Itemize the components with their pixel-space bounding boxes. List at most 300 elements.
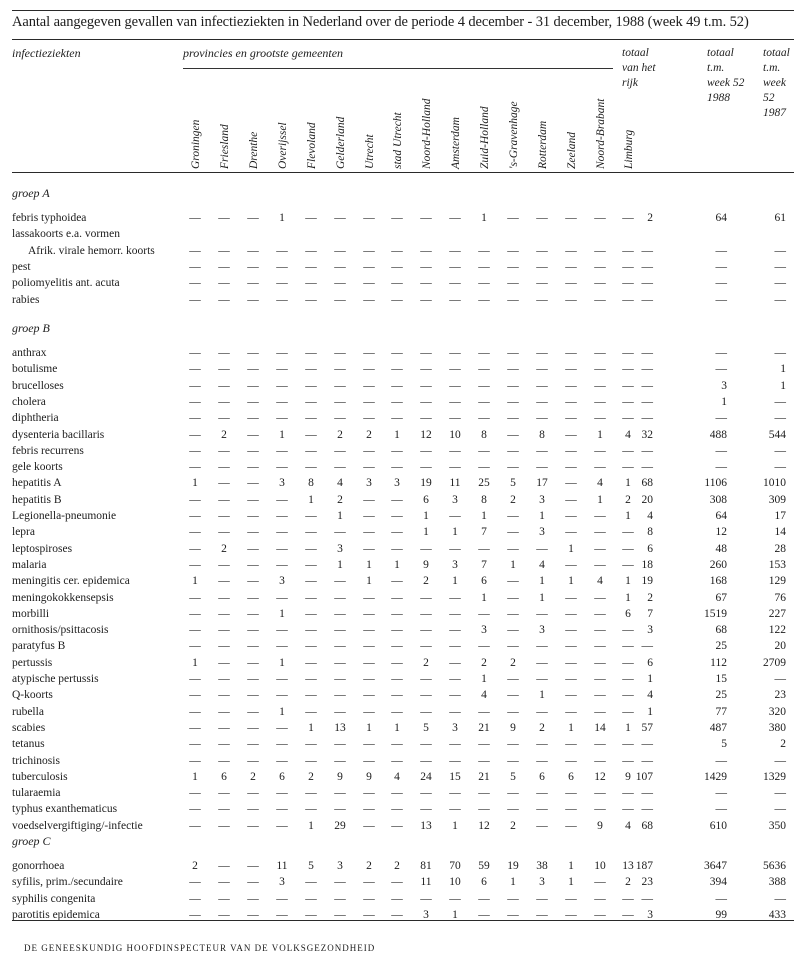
region-value-cell: —	[507, 260, 519, 273]
region-value-cell: —	[391, 510, 403, 522]
region-value-cell: —	[420, 379, 432, 392]
region-value-cell: —	[305, 461, 317, 474]
total-header-line: week 52	[707, 77, 745, 89]
region-value-cell: —	[247, 212, 259, 224]
region-value-cell: —	[565, 754, 577, 767]
total-value-cell: 1519	[704, 607, 727, 620]
region-value-cell: —	[478, 607, 490, 620]
total-value-cell: 61	[774, 212, 786, 224]
region-value-cell: —	[565, 689, 577, 702]
region-value-cell: —	[189, 277, 201, 290]
region-value-cell: —	[420, 607, 432, 620]
region-value-cell: —	[391, 293, 403, 306]
region-value-cell: 10	[449, 428, 461, 441]
region-value-cell: —	[391, 705, 403, 718]
total-header-line: t.m.	[707, 62, 725, 74]
region-value-cell: 6	[539, 770, 545, 783]
total-value-cell: 28	[774, 542, 786, 555]
region-value-cell: —	[449, 363, 461, 376]
table-row	[0, 380, 800, 396]
disease-label: morbilli	[12, 607, 50, 620]
region-value-cell: —	[247, 876, 259, 889]
region-value-cell: —	[391, 787, 403, 800]
region-value-cell: —	[507, 803, 519, 816]
region-value-cell: —	[391, 260, 403, 273]
total-value-cell: —	[774, 787, 786, 800]
region-value-cell: 14	[594, 721, 606, 734]
region-value-cell: —	[363, 738, 375, 751]
total-value-cell: 1	[647, 673, 653, 685]
region-value-cell: 2	[423, 656, 429, 669]
disease-label: lepra	[12, 526, 35, 539]
region-value-cell: —	[334, 787, 346, 800]
region-value-cell: 2	[625, 493, 631, 506]
region-value-cell: —	[478, 640, 490, 653]
region-value-cell: —	[247, 591, 259, 604]
region-value-cell: —	[507, 293, 519, 306]
total-value-cell: —	[774, 673, 786, 685]
region-value-cell: 6	[481, 575, 487, 588]
total-value-cell: 1	[780, 379, 786, 392]
region-value-cell: 1	[279, 428, 285, 441]
region-value-cell: —	[363, 803, 375, 816]
region-value-cell: —	[391, 803, 403, 816]
region-value-cell: —	[420, 640, 432, 653]
disease-label: Afrik. virale hemorr. koorts	[28, 244, 155, 257]
region-value-cell: —	[594, 876, 606, 889]
total-value-cell: —	[641, 260, 653, 273]
region-value-cell: —	[334, 892, 346, 905]
region-header	[187, 74, 205, 169]
region-value-cell: 1	[423, 510, 429, 522]
region-value-cell: —	[363, 293, 375, 306]
total-value-cell: 3	[721, 379, 727, 392]
total-value-cell: 68	[715, 624, 727, 637]
region-value-cell: 3	[394, 477, 400, 490]
region-value-cell: 1	[510, 558, 516, 571]
region-value-cell: —	[391, 347, 403, 359]
region-value-cell: —	[594, 260, 606, 273]
region-value-cell: —	[478, 542, 490, 555]
total-value-cell: —	[774, 277, 786, 290]
region-value-cell: 2	[625, 876, 631, 889]
region-value-cell: 1	[279, 607, 285, 620]
region-value-cell: —	[334, 244, 346, 257]
region-value-cell: —	[247, 803, 259, 816]
region-value-cell: 3	[539, 624, 545, 637]
total-value-cell: 32	[641, 428, 653, 441]
disease-label: tetanus	[12, 738, 45, 751]
table-row	[0, 657, 800, 673]
region-value-cell: —	[622, 542, 634, 555]
region-value-cell: —	[305, 787, 317, 800]
group-heading: groep A	[12, 186, 50, 200]
region-value-cell: —	[247, 908, 259, 921]
region-header-label: Groningen	[190, 119, 202, 169]
region-value-cell: —	[536, 542, 548, 555]
total-column-header	[707, 46, 744, 106]
total-value-cell: —	[715, 461, 727, 474]
total-value-cell: 122	[768, 624, 786, 637]
region-value-cell: —	[247, 347, 259, 359]
region-value-cell: —	[565, 510, 577, 522]
region-value-cell: 3	[279, 477, 285, 490]
region-value-cell: —	[420, 277, 432, 290]
region-header	[447, 74, 465, 169]
total-value-cell: —	[641, 412, 653, 425]
total-value-cell: 187	[635, 860, 653, 872]
region-value-cell: 12	[594, 770, 606, 783]
region-value-cell: 11	[449, 477, 461, 490]
table-row	[0, 592, 800, 608]
region-value-cell: —	[507, 738, 519, 751]
region-value-cell: —	[594, 607, 606, 620]
region-value-cell: —	[276, 244, 288, 257]
region-value-cell: —	[478, 395, 490, 408]
region-value-cell: —	[305, 876, 317, 889]
total-header-line: totaal	[707, 47, 734, 59]
region-value-cell: 1	[452, 908, 458, 921]
region-value-cell: —	[449, 787, 461, 800]
region-header-label: Overijssel	[277, 122, 289, 169]
region-value-cell: —	[391, 526, 403, 539]
region-value-cell: —	[218, 212, 230, 224]
region-value-cell: 15	[449, 770, 461, 783]
region-value-cell: 70	[449, 860, 461, 872]
total-value-cell: 14	[774, 526, 786, 539]
region-value-cell: —	[305, 542, 317, 555]
region-value-cell: —	[247, 260, 259, 273]
region-value-cell: —	[449, 461, 461, 474]
table-row	[0, 429, 800, 445]
region-value-cell: —	[218, 363, 230, 376]
region-value-cell: 3	[539, 526, 545, 539]
table-row	[0, 559, 800, 575]
total-value-cell: 1010	[763, 477, 786, 490]
region-value-cell: —	[594, 705, 606, 718]
region-value-cell: —	[565, 908, 577, 921]
region-value-cell: —	[622, 347, 634, 359]
region-value-cell: —	[276, 640, 288, 653]
region-value-cell: —	[334, 656, 346, 669]
region-value-cell: —	[247, 860, 259, 872]
total-value-cell: 8	[647, 526, 653, 539]
region-value-cell: —	[622, 705, 634, 718]
region-value-cell: —	[565, 526, 577, 539]
region-value-cell: —	[247, 526, 259, 539]
total-value-cell: 1429	[704, 770, 727, 783]
table-row	[0, 771, 800, 787]
region-value-cell: —	[363, 787, 375, 800]
region-value-cell: —	[247, 244, 259, 257]
region-value-cell: —	[507, 705, 519, 718]
total-value-cell: 64	[715, 212, 727, 224]
table-row	[0, 277, 800, 293]
disease-label: rubella	[12, 705, 44, 718]
region-value-cell: 1	[481, 212, 487, 224]
region-value-cell: —	[449, 444, 461, 457]
region-value-cell: 19	[507, 860, 519, 872]
region-value-cell: —	[305, 607, 317, 620]
region-value-cell: 1	[452, 819, 458, 832]
region-value-cell: —	[536, 293, 548, 306]
region-value-cell: —	[363, 640, 375, 653]
region-value-cell: —	[363, 244, 375, 257]
region-value-cell: —	[420, 803, 432, 816]
region-value-cell: —	[305, 908, 317, 921]
region-value-cell: —	[334, 876, 346, 889]
total-value-cell: 227	[768, 607, 786, 620]
region-value-cell: —	[594, 277, 606, 290]
total-value-cell: 394	[709, 876, 727, 889]
region-value-cell: 1	[481, 510, 487, 522]
region-value-cell: —	[565, 444, 577, 457]
region-value-cell: —	[247, 277, 259, 290]
region-value-cell: —	[218, 526, 230, 539]
region-value-cell: —	[507, 363, 519, 376]
region-value-cell: 6	[568, 770, 574, 783]
region-value-cell: —	[507, 395, 519, 408]
total-value-cell: 3	[647, 624, 653, 637]
table-row	[0, 640, 800, 656]
region-value-cell: —	[218, 461, 230, 474]
region-value-cell: —	[189, 379, 201, 392]
region-value-cell: 2	[539, 721, 545, 734]
region-value-cell: 3	[366, 477, 372, 490]
region-value-cell: —	[420, 444, 432, 457]
region-value-cell: —	[189, 526, 201, 539]
disease-label: cholera	[12, 395, 46, 408]
region-value-cell: 21	[478, 770, 490, 783]
total-value-cell: 488	[709, 428, 727, 441]
region-value-cell: 19	[420, 477, 432, 490]
region-value-cell: —	[391, 395, 403, 408]
region-value-cell: —	[420, 689, 432, 702]
disease-label: diphtheria	[12, 412, 59, 425]
total-value-cell: —	[774, 444, 786, 457]
region-value-cell: 1	[192, 770, 198, 783]
region-value-cell: 4	[597, 575, 603, 588]
region-value-cell: —	[622, 787, 634, 800]
region-header	[245, 74, 263, 169]
region-value-cell: —	[363, 673, 375, 685]
region-value-cell: —	[276, 542, 288, 555]
region-value-cell: —	[507, 212, 519, 224]
total-value-cell: 112	[710, 656, 727, 669]
region-header-label: Noord-Brabant	[595, 98, 607, 169]
region-value-cell: —	[449, 379, 461, 392]
region-value-cell: —	[594, 689, 606, 702]
region-value-cell: —	[363, 379, 375, 392]
total-value-cell: —	[715, 244, 727, 257]
region-value-cell: 21	[478, 721, 490, 734]
region-value-cell: —	[247, 640, 259, 653]
region-value-cell: 3	[452, 493, 458, 506]
region-value-cell: —	[449, 656, 461, 669]
region-value-cell: —	[218, 721, 230, 734]
region-value-cell: —	[189, 363, 201, 376]
region-value-cell: —	[536, 363, 548, 376]
disease-label: meningokokkensepsis	[12, 591, 114, 604]
region-value-cell: —	[363, 493, 375, 506]
region-header	[505, 74, 523, 169]
region-value-cell: —	[218, 860, 230, 872]
regions-rule	[183, 68, 613, 69]
region-value-cell: —	[363, 908, 375, 921]
region-value-cell: 9	[510, 721, 516, 734]
region-value-cell: —	[218, 819, 230, 832]
region-value-cell: —	[276, 395, 288, 408]
region-value-cell: —	[363, 461, 375, 474]
region-value-cell: —	[565, 738, 577, 751]
region-header	[592, 74, 610, 169]
region-value-cell: —	[363, 444, 375, 457]
table-row	[0, 261, 800, 277]
region-value-cell: —	[276, 293, 288, 306]
region-value-cell: —	[363, 591, 375, 604]
total-value-cell: 6	[647, 542, 653, 555]
region-value-cell: —	[622, 558, 634, 571]
table-row	[0, 347, 800, 363]
region-value-cell: 2	[192, 860, 198, 872]
region-value-cell: —	[507, 575, 519, 588]
region-value-cell: —	[594, 908, 606, 921]
region-value-cell: —	[565, 395, 577, 408]
region-value-cell: —	[449, 260, 461, 273]
region-value-cell: —	[536, 754, 548, 767]
region-value-cell: —	[565, 428, 577, 441]
region-value-cell: —	[189, 721, 201, 734]
region-value-cell: —	[305, 705, 317, 718]
disease-label: brucelloses	[12, 379, 64, 392]
table-row	[0, 608, 800, 624]
region-value-cell: —	[594, 738, 606, 751]
region-value-cell: —	[189, 493, 201, 506]
region-value-cell: 3	[337, 542, 343, 555]
region-value-cell: —	[449, 277, 461, 290]
total-value-cell: 350	[768, 819, 786, 832]
table-row	[0, 396, 800, 412]
region-value-cell: —	[247, 819, 259, 832]
region-value-cell: 3	[539, 876, 545, 889]
region-value-cell: —	[594, 591, 606, 604]
region-value-cell: —	[363, 876, 375, 889]
region-value-cell: —	[247, 673, 259, 685]
region-value-cell: —	[334, 461, 346, 474]
region-value-cell: 1	[366, 575, 372, 588]
region-value-cell: —	[594, 510, 606, 522]
region-value-cell: —	[276, 754, 288, 767]
disease-label: botulisme	[12, 363, 58, 376]
region-value-cell: —	[334, 347, 346, 359]
region-value-cell: —	[536, 244, 548, 257]
region-value-cell: 2	[423, 575, 429, 588]
region-value-cell: 1	[394, 721, 400, 734]
region-value-cell: 1	[394, 558, 400, 571]
table-row	[0, 755, 800, 771]
region-value-cell: —	[420, 591, 432, 604]
region-value-cell: 9	[337, 770, 343, 783]
total-header-line: 1988	[707, 92, 730, 104]
region-value-cell: 9	[625, 770, 631, 783]
region-value-cell: 13	[622, 860, 634, 872]
total-value-cell: —	[641, 738, 653, 751]
region-value-cell: —	[334, 908, 346, 921]
region-value-cell: —	[536, 673, 548, 685]
region-value-cell: —	[276, 673, 288, 685]
region-value-cell: 3	[481, 624, 487, 637]
region-value-cell: —	[363, 395, 375, 408]
region-value-cell: —	[420, 738, 432, 751]
disease-label: malaria	[12, 558, 47, 571]
region-value-cell: —	[507, 892, 519, 905]
total-value-cell: 1106	[704, 477, 727, 490]
region-value-cell: —	[305, 689, 317, 702]
region-value-cell: —	[218, 277, 230, 290]
total-header-line: t.m.	[763, 62, 781, 74]
region-header	[389, 74, 407, 169]
disease-label: dysenteria bacillaris	[12, 428, 105, 441]
region-value-cell: —	[189, 293, 201, 306]
region-value-cell: —	[305, 510, 317, 522]
region-value-cell: —	[565, 607, 577, 620]
region-value-cell: —	[622, 738, 634, 751]
region-value-cell: 6	[423, 493, 429, 506]
region-header-label: Flevoland	[306, 122, 318, 169]
region-value-cell: —	[247, 293, 259, 306]
region-value-cell: —	[507, 428, 519, 441]
region-value-cell: 1	[366, 558, 372, 571]
region-value-cell: —	[478, 244, 490, 257]
region-value-cell: 2	[366, 860, 372, 872]
total-value-cell: —	[774, 803, 786, 816]
region-value-cell: —	[565, 347, 577, 359]
total-value-cell: —	[774, 754, 786, 767]
region-value-cell: —	[536, 347, 548, 359]
region-value-cell: 1	[568, 542, 574, 555]
region-value-cell: —	[218, 244, 230, 257]
region-value-cell: —	[247, 624, 259, 637]
total-column-header	[622, 46, 656, 91]
region-value-cell: —	[247, 656, 259, 669]
region-value-cell: —	[391, 689, 403, 702]
region-value-cell: 1	[539, 591, 545, 604]
region-value-cell: —	[334, 575, 346, 588]
region-value-cell: —	[363, 656, 375, 669]
region-value-cell: —	[189, 689, 201, 702]
region-value-cell: —	[594, 624, 606, 637]
region-value-cell: —	[189, 558, 201, 571]
table-row	[0, 245, 800, 261]
region-value-cell: 4	[597, 477, 603, 490]
region-value-cell: —	[305, 412, 317, 425]
region-value-cell: —	[622, 803, 634, 816]
region-value-cell: —	[449, 803, 461, 816]
disease-label: trichinosis	[12, 754, 60, 767]
region-value-cell: —	[218, 705, 230, 718]
region-value-cell: —	[276, 277, 288, 290]
region-value-cell: 1	[192, 575, 198, 588]
total-value-cell: —	[774, 395, 786, 408]
region-value-cell: —	[363, 624, 375, 637]
region-header	[563, 74, 581, 169]
region-value-cell: 1	[452, 575, 458, 588]
region-value-cell: —	[276, 591, 288, 604]
region-value-cell: —	[594, 803, 606, 816]
region-value-cell: 11	[420, 876, 432, 889]
total-value-cell: 1329	[763, 770, 786, 783]
region-value-cell: —	[276, 260, 288, 273]
